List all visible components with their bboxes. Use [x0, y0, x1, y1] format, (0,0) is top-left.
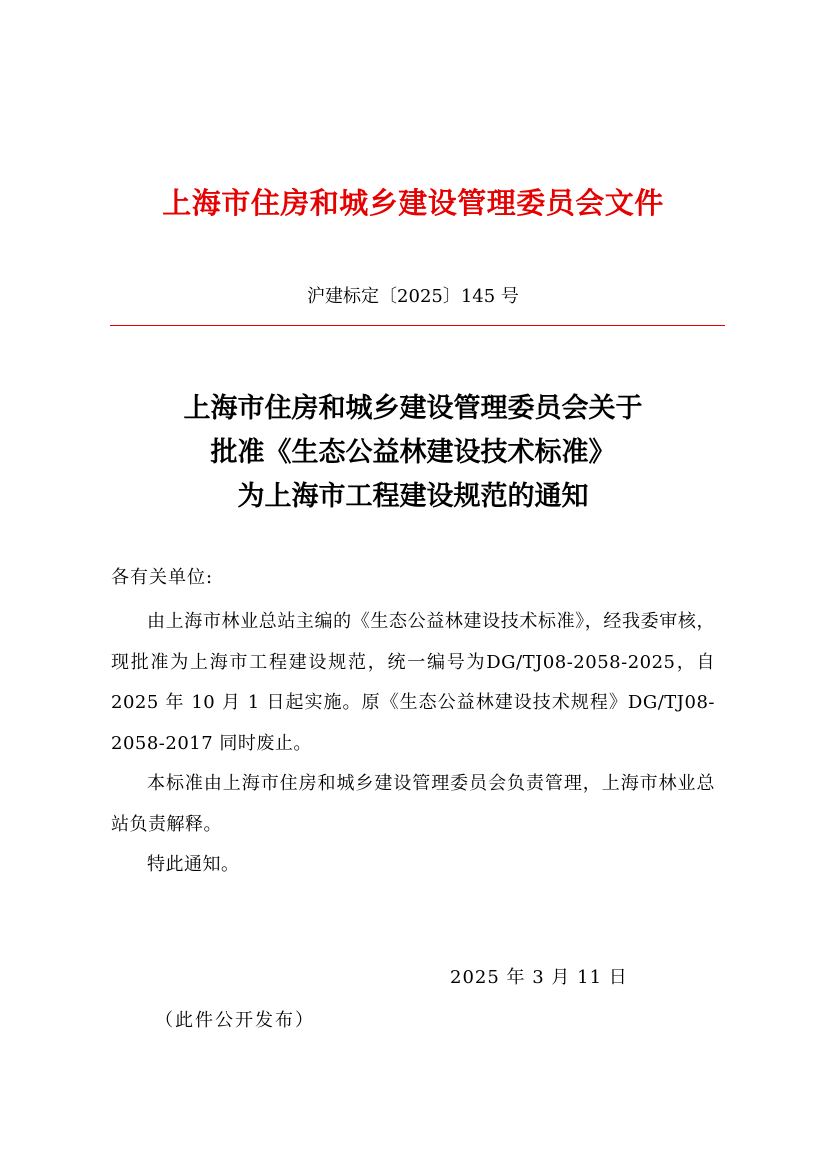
body-paragraph-1: 由上海市林业总站主编的《生态公益林建设技术标准》，经我委审核，现批准为上海市工程建设规范，统一编号为DG/TJ08-2058-2025，自 2025 年 10 月 1 日起实施。原《生态公益林建设技术规程》DG/TJ08-2058-2017 同时废止。 — [111, 611, 715, 754]
document-number: 沪建标定〔2025〕145 号 — [307, 286, 519, 307]
red-divider-line — [110, 325, 725, 326]
document-title — [0, 387, 826, 519]
issuer-header-title: 上海市住房和城乡建设管理委员会文件 — [162, 186, 664, 220]
issue-date: 2025 年 3 月 11 日 — [450, 967, 628, 988]
document-title-line-3: 为上海市工程建设规范的通知 — [237, 481, 589, 512]
body-paragraph-3: 特此通知。 — [147, 854, 240, 875]
publish-note: （此件公开发布） — [155, 1010, 315, 1031]
addressee: 各有关单位: — [111, 567, 214, 588]
document-title-line-2: 批准《生态公益林建设技术标准》 — [210, 437, 616, 468]
body-text — [111, 602, 715, 886]
body-paragraph-2: 本标准由上海市住房和城乡建设管理委员会负责管理，上海市林业总站负责解释。 — [111, 773, 715, 835]
document-title-line-1: 上海市住房和城乡建设管理委员会关于 — [183, 393, 643, 424]
